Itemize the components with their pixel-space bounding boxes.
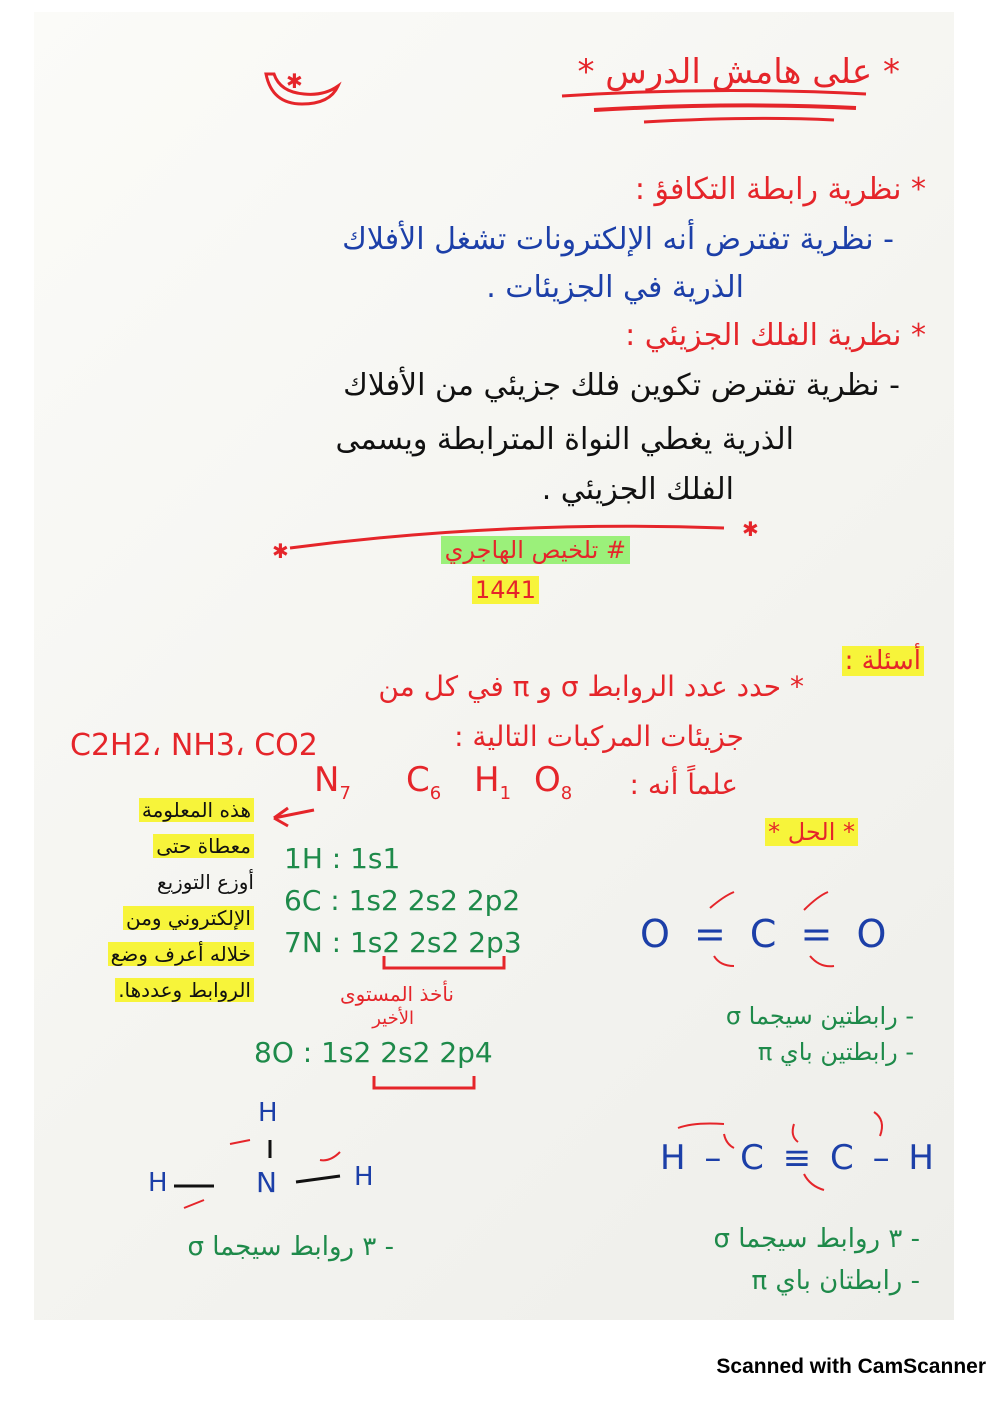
atom-c: $C_6$	[406, 760, 442, 804]
co2-result-2: - رابطتين باي π	[757, 1038, 914, 1066]
section2-line1: - نظرية تفترض تكوين فلك جزيئي من الأفلاك	[343, 368, 900, 403]
nh3-h-top: H	[258, 1098, 278, 1128]
nh3-h-right: H	[354, 1162, 374, 1192]
co2-formula: O = C = O	[640, 912, 893, 956]
co2-result-1: - رابطتين سيجما σ	[725, 1002, 914, 1030]
summary-title: # تلخيص الهاجري	[441, 536, 630, 564]
summary-year: 1441	[472, 576, 539, 604]
question-line3: علماً أنه :	[629, 768, 738, 801]
atom-n: $N_7$	[314, 760, 351, 804]
config-c: 6C : 1s2 2s2 2p2	[284, 884, 521, 917]
config-o: 8O : 1s2 2s2 2p4	[254, 1036, 493, 1069]
scanner-watermark: Scanned with CamScanner	[716, 1355, 986, 1378]
svg-text:✱: ✱	[272, 539, 289, 563]
section1-line1: - نظرية تفترض أنه الإلكترونات تشغل الأفلاك	[342, 222, 894, 257]
atom-o: $O_8$	[534, 760, 573, 804]
c2h2-result-1: - ٣ روابط سيجما σ	[713, 1224, 920, 1254]
scanned-page	[34, 12, 954, 1320]
valence-note-1: نأخذ المستوى	[340, 982, 454, 1006]
nh3-h-left: H	[148, 1168, 168, 1198]
star-icon: ✱	[286, 69, 303, 93]
config-n: 7N : 1s2 2s2 2p3	[284, 926, 522, 959]
question-line1: * حدد عدد الروابط σ و π في كل من	[378, 670, 804, 703]
section2-title: * نظرية الفلك الجزيئي :	[625, 318, 926, 353]
svg-text:✱: ✱	[742, 517, 759, 541]
c2h2-result-2: - رابطتان باي π	[751, 1266, 920, 1296]
question-line2: جزيئات المركبات التالية :	[454, 720, 744, 753]
section2-line2: الذرية يغطي النواة المترابطة ويسمى	[335, 422, 794, 457]
nh3-n: N	[256, 1166, 277, 1199]
section1-title: * نظرية رابطة التكافؤ :	[634, 172, 926, 207]
solution-label: * الحل *	[765, 818, 858, 846]
question-label: أسئلة :	[842, 646, 924, 676]
c2h2-formula: H – C ≡ C – H	[660, 1138, 938, 1178]
section2-line3: الفلك الجزيئي .	[541, 472, 734, 507]
decorative-strokes	[34, 12, 954, 1320]
section1-line2: الذرية في الجزيئات .	[486, 270, 744, 305]
compounds-list: C2H2، NH3، CO2	[70, 728, 318, 763]
config-h: 1H : 1s1	[284, 842, 401, 875]
valence-note-2: الأخير	[372, 1008, 414, 1029]
nh3-result: - ٣ روابط سيجما σ	[187, 1232, 394, 1262]
atom-h: $H_1$	[474, 760, 512, 804]
page-heading: * على هامش الدرس *	[577, 52, 900, 92]
side-note: هذه المعلومة معطاة حتى أوزع التوزيع الإلكتروني ومن خلاله أعرف وضع الروابط وعددها.	[108, 792, 254, 1008]
